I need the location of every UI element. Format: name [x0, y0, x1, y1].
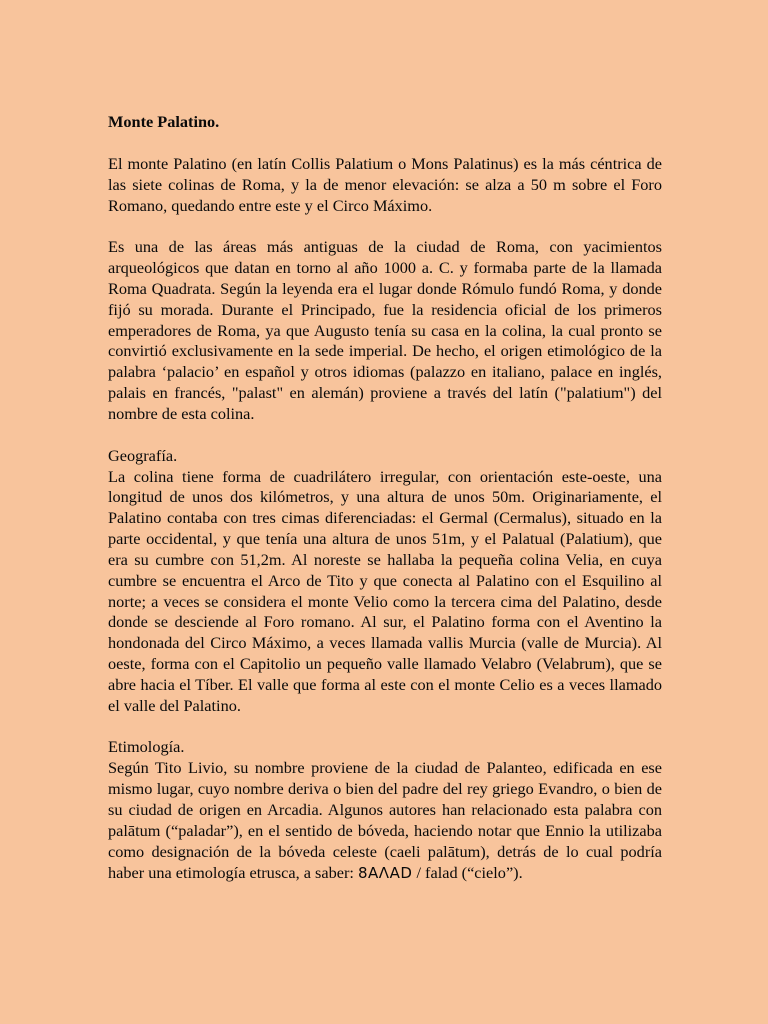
etymology-heading: Etimología.	[108, 737, 185, 757]
geography-paragraph: La colina tiene forma de cuadrilátero irregular, con orientación este-oeste, una longitud de unos dos kilómetros, y una altura de unos 50m. Originariamente, el Palatino contaba con tres cimas diferenciadas: el Germal (Cermalus), situado en la parte occidental, y que tenía una altura de unos 51m, y el Palatual (Palatium), que era su cumbre con 51,2m. Al noreste se hallaba la pequeña colina Velia, en cuya cumbre se encuentra el Arco de Tito y que conecta al Palatino con el Esquilino al norte; a veces se considera el monte Velio como la tercera cima del Palatino, desde donde se desciende al Foro romano. Al sur, el Palatino forma con el Aventino la hondonada del Circo Máximo, a veces llamada vallis Murcia (valle de Murcia). Al oeste, forma con el Capitolio un pequeño valle llamado Velabro (Velabrum), que se abre hacia el Tíber. El valle que forma al este con el monte Celio es a veces llamado el valle del Palatino.	[108, 466, 662, 715]
etymology-text-before: Según Tito Livio, su nombre proviene de la ciudad de Palanteo, edificada en ese mismo lugar, cuyo nombre deriva o bien del padre del rey griego Evandro, o bien de su ciudad de origen en Arcadia. Algunos autores han relacionado esta palabra con palātum (“paladar”), en el sentido de bóveda, haciendo notar que Ennio la utilizaba como designación de la bóveda celeste (caeli palātum), detrás de lo cual podría haber una etimología etrusca, a saber:	[108, 758, 662, 882]
etruscan-word: 8ΑΛΑD	[358, 863, 413, 882]
intro-paragraph: El monte Palatino (en latín Collis Palatium o Mons Palatinus) es la más céntrica de las siete colinas de Roma, y la de menor elevación: se alza a 50 m sobre el Foro Romano, quedando entre este y el Circo Máximo.	[108, 153, 662, 215]
etymology-paragraph	[108, 758, 662, 883]
document-title: Monte Palatino.	[108, 112, 220, 131]
geography-heading: Geografía.	[108, 445, 178, 465]
etymology-text-after: / falad (“cielo”).	[412, 862, 523, 882]
history-paragraph: Es una de las áreas más antiguas de la ciudad de Roma, con yacimientos arqueológicos que datan en torno al año 1000 a. C. y formaba parte de la llamada Roma Quadrata. Según la leyenda era el lugar donde Rómulo fundó Roma, y donde fijó su morada. Durante el Principado, fue la residencia oficial de los primeros emperadores de Roma, ya que Augusto tenía su casa en la colina, la cual pronto se convirtió exclusivamente en la sede imperial. De hecho, el origen etimológico de la palabra ‘palacio’ en español y otros idiomas (palazzo en italiano, palace en inglés, palais en francés, "palast" en alemán) proviene a través del latín ("palatium") del nombre de esta colina.	[108, 237, 662, 423]
